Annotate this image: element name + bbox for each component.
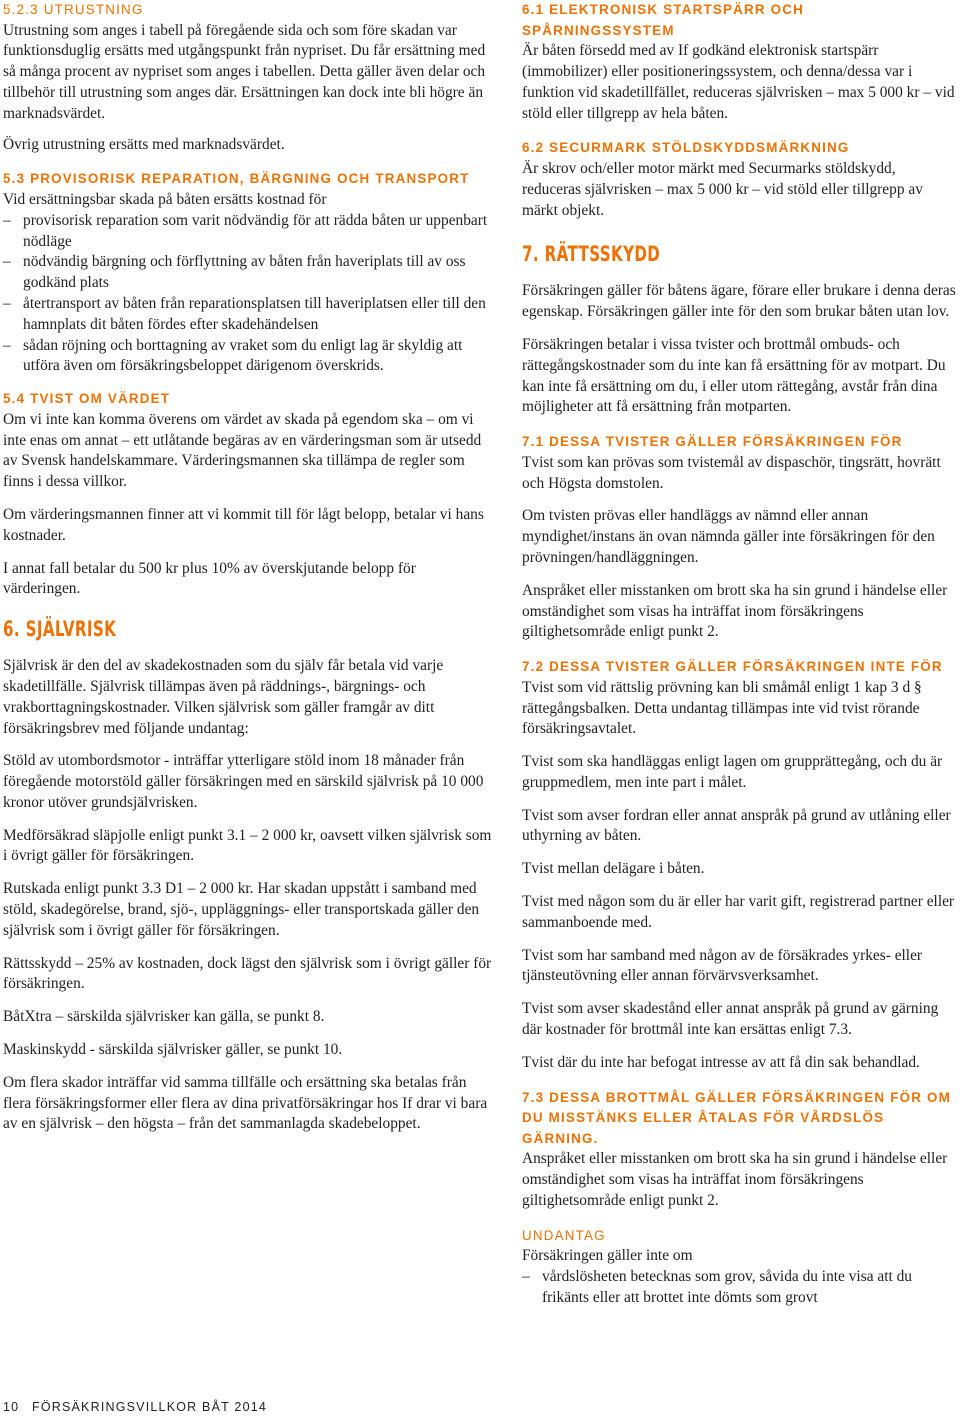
- paragraph: Tvist som ska handläggas enligt lagen om grupprättegång, och du är gruppmedlem, men inte part i målet.: [522, 753, 943, 791]
- section-heading: 5.4 TVIST OM VÄRDET: [3, 391, 171, 407]
- paragraph: BåtXtra – särskilda självrisker kan gälla, se punkt 8.: [3, 1008, 325, 1026]
- section-7-1: [522, 432, 958, 643]
- chapter-heading: 6. SJÄLVRISK: [3, 617, 117, 642]
- paragraph: Försäkringen gäller för båtens ägare, förare eller brukare i denna deras egenskap. Försäkringen gäller inte för den som brukar båten utan lov.: [522, 282, 956, 321]
- paragraph: Maskinskydd - särskilda självrisker gäller, se punkt 10.: [3, 1041, 343, 1059]
- list-item: – nödvändig bärgning och förflyttning av båten från haveriplats till av oss godkänd plats: [3, 252, 492, 294]
- section-heading: 5.3 PROVISORISK REPARATION, BÄRGNING OCH TRANSPORT: [3, 171, 470, 187]
- paragraph: Självrisk är den del av skadekostnaden som du själv får betala vid varje skadetillfälle. Självrisk tillämpas även på räddnings-, bärgnings- och vrakborttagningskostnader. Vilken självrisk som gäller framgår av ditt försäkringsbrev med följande undantag:: [3, 657, 444, 737]
- paragraph: Försäkringen betalar i vissa tvister och brottmål ombuds- och rättegångskostnader som du inte kan få ersättning för av motpart. Du kan inte få ersättning om du, i eller utom rättegång, avstår från dina möjligheter att få ersättning från motparten.: [522, 335, 946, 416]
- section-6-2: [522, 138, 958, 221]
- paragraph: Tvist som har samband med någon av de försäkrades yrkes- eller tjänsteutövning eller annan förvärvsverksamhet.: [522, 946, 923, 985]
- paragraph: Om tvisten prövas eller handläggs av nämnd eller annan myndighet/instans än ovan nämnda gäller inte försäkringen för den prövningen/handläggningen.: [522, 507, 935, 566]
- section-heading: 5.2.3 UTRUSTNING: [3, 2, 144, 17]
- section-7: [522, 241, 958, 418]
- list-item: – sådan röjning och borttagning av vraket som du enligt lag är skyldig att utföra även om försäkringsbeloppet därigenom överskrids.: [3, 336, 492, 378]
- paragraph: Stöld av utombordsmotor - inträffar ytterligare stöld inom 18 månader från föregående motorstöld gäller försäkringen med en särskild självrisk på 10 000 kronor utöver grundsjälvrisken.: [3, 752, 484, 811]
- section-heading: UNDANTAG: [522, 1227, 606, 1243]
- paragraph: Är båten försedd med av If godkänd elektronisk startspärr (immobilizer) eller positioneringssystem, och denna/dessa var i funktion vid skadetillfället, reduceras självrisken – max 5 000 kr – vid stöld eller tillgrepp av hela båten.: [522, 42, 955, 122]
- list-item: – återtransport av båten från reparationsplatsen till haveriplatsen eller till den hamnplats dit båten fördes efter skadehändelsen: [3, 294, 492, 336]
- section-5-3: [3, 169, 492, 377]
- paragraph: Tvist mellan delägare i båten.: [522, 860, 705, 878]
- section-7-2: [522, 657, 958, 1074]
- left-column: [3, 0, 492, 1147]
- paragraph: Är skrov och/eller motor märkt med Securmarks stöldskydd, reduceras självrisken – max 5 000 kr – vid stöld eller tillgrepp av märkt objekt.: [522, 159, 923, 219]
- section-heading: 7.1 DESSA TVISTER GÄLLER FÖRSÄKRINGEN FÖR: [522, 434, 903, 450]
- section-5-4: [3, 389, 492, 600]
- paragraph: Tvist som kan prövas som tvistemål av dispaschör, tingsrätt, hovrätt och Högsta domstolen.: [522, 453, 941, 492]
- paragraph: Om flera skador inträffar vid samma tillfälle och ersättning ska betalas från flera försäkringsformer eller flera av dina privatförsäkringar hos If drar vi bara av en självrisk – den högsta – från det sammanlagda skadebeloppet.: [3, 1073, 488, 1133]
- paragraph: Utrustning som anges i tabell på föregående sida och som före skadan var funktionsduglig ersätts med utgångspunkt från nypriset. Du får ersättning med så många procent av nypriset som anges i tabellen. Detta gäller även delar och tillbehör till utrustning som anges där. Ersättningen kan dock inte bli högre än marknadsvärdet.: [3, 21, 486, 122]
- section-5-2-3: [3, 0, 492, 155]
- section-6-1: [522, 0, 958, 124]
- list-item: – vårdslösheten betecknas som grov, såvida du inte visa att du frikänts eller att brottet inte dömts som grovt: [522, 1267, 958, 1309]
- section-heading: 7.2 DESSA TVISTER GÄLLER FÖRSÄKRINGEN INTE FÖR: [522, 659, 943, 675]
- section-heading: 7.3 DESSA BROTTMÅL GÄLLER FÖRSÄKRINGEN FÖR OM DU MISSTÄNKS ELLER ÅTALAS FÖR VÅRDSLÖS GÄRNING.: [522, 1089, 951, 1146]
- paragraph: Övrig utrustning ersätts med marknadsvärdet.: [3, 135, 285, 153]
- section-7-3: [522, 1088, 958, 1212]
- paragraph: Tvist som avser fordran eller annat anspråk på grund av utlåning eller uthyrning av båten.: [522, 806, 951, 845]
- paragraph: Om vi inte kan komma överens om värdet av skada på egendom ska – om vi inte enas om annat – ett utlåtande begäras av en värderingsman som är utsedd av Svensk handelskammare. Värderingsmannen ska tillämpa de regler som finns i dessa villkor.: [3, 410, 482, 491]
- paragraph: Rättsskydd – 25% av kostnaden, dock lägst den självrisk som i övrigt gäller för försäkringen.: [3, 954, 492, 993]
- paragraph: Om värderingsmannen finner att vi kommit till för lågt belopp, betalar vi hans kostnader.: [3, 505, 484, 544]
- paragraph: Tvist med någon som du är eller har varit gift, registrerad partner eller sammanboende med.: [522, 893, 955, 931]
- page-footer: [3, 1400, 267, 1414]
- footer-title: FÖRSÄKRINGSVILLKOR BÅT 2014: [32, 1400, 268, 1414]
- paragraph: Anspråket eller misstanken om brott ska ha sin grund i händelse eller omständighet som visas ha inträffat inom försäkringens giltighetsområde enligt punkt 2.: [522, 581, 948, 641]
- paragraph: Medförsäkrad släpjolle enligt punkt 3.1 – 2 000 kr, oavsett vilken självrisk som i övrigt gäller för försäkringen.: [3, 826, 492, 865]
- section-heading: 6.1 ELEKTRONISK STARTSPÄRR OCH SPÅRNINGSSYSTEM: [522, 2, 805, 38]
- paragraph: Tvist där du inte har befogat intresse av att få din sak behandlad.: [522, 1053, 920, 1071]
- paragraph: Vid ersättningsbar skada på båten ersätts kostnad för: [3, 190, 327, 208]
- paragraph: Tvist som vid rättslig prövning kan bli småmål enligt 1 kap 3 d § rättegångsbalken. Detta undantag tillämpas inte vid tvist rörande försäkringsavtalet.: [522, 678, 922, 738]
- page-number: 10: [3, 1400, 20, 1414]
- chapter-heading: 7. RÄTTSSKYDD: [522, 242, 661, 267]
- paragraph: Försäkringen gäller inte om: [522, 1247, 693, 1265]
- section-6: [3, 616, 492, 1135]
- section-heading: 6.2 SECURMARK STÖLDSKYDDSMÄRKNING: [522, 140, 850, 156]
- dash-list: [522, 1267, 958, 1309]
- paragraph: Rutskada enligt punkt 3.3 D1 – 2 000 kr. Har skadan uppstått i samband med stöld, skadegörelse, brand, sjö-, uppläggnings- eller transportskada gäller den självrisk som i övrigt gäller för försäkringen.: [3, 880, 480, 939]
- dash-list: [3, 211, 492, 377]
- paragraph: I annat fall betalar du 500 kr plus 10% av överskjutande belopp för värderingen.: [3, 559, 416, 598]
- paragraph: Anspråket eller misstanken om brott ska ha sin grund i händelse eller omständighet som visas ha inträffat inom försäkringens giltighetsområde enligt punkt 2.: [522, 1150, 948, 1210]
- right-column: [522, 0, 958, 1321]
- paragraph: Tvist som avser skadestånd eller annat anspråk på grund av gärning där kostnader för brottmål inte kan ersättas enligt 7.3.: [522, 1000, 939, 1039]
- list-item: – provisorisk reparation som varit nödvändig för att rädda båten ur uppenbart nödläge: [3, 211, 492, 253]
- section-undantag: [522, 1226, 958, 1309]
